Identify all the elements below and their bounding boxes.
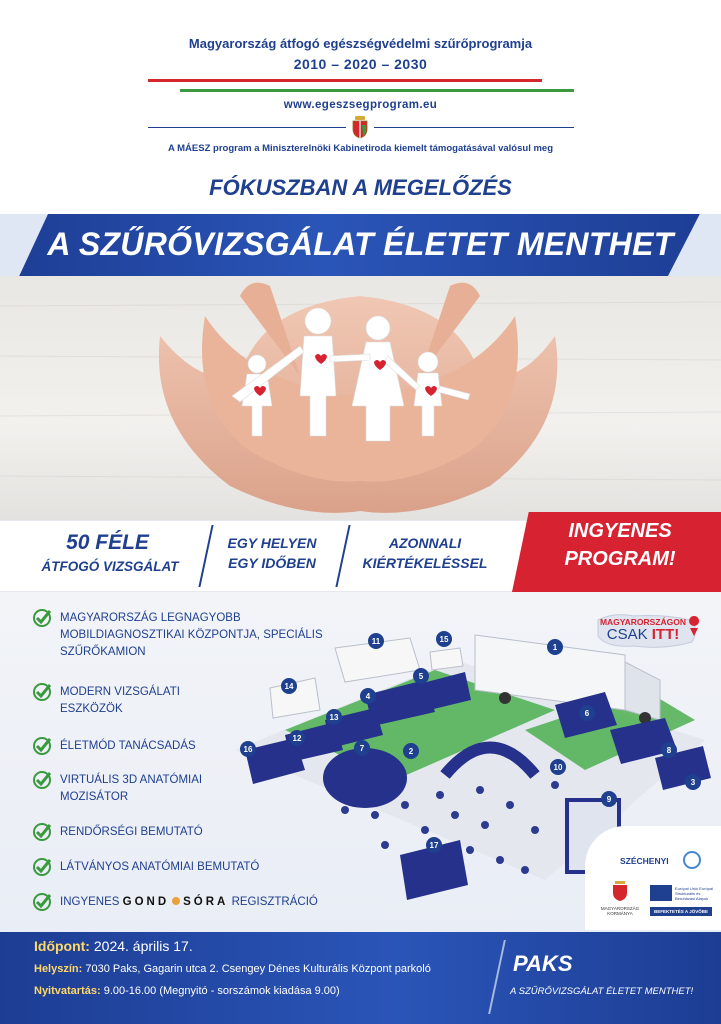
feature-eval-line1: AZONNALI (388, 535, 462, 551)
gondosora-logo-left: GOND (122, 896, 170, 908)
program-years: 2010 – 2020 – 2030 (293, 56, 428, 72)
svg-text:11: 11 (371, 637, 381, 646)
svg-text:17: 17 (429, 841, 439, 850)
program-url[interactable]: www.egeszsegprogram.eu (283, 99, 438, 111)
list-item-text: LÁTVÁNYOS ANATÓMIAI BEMUTATÓ (60, 861, 260, 873)
free-program-line2: PROGRAM! (564, 548, 676, 570)
footer-slogan: A SZŰRŐVIZSGÁLAT ÉLETET MENTHET! (510, 986, 694, 997)
svg-text:7: 7 (359, 744, 365, 753)
registration-suffix: REGISZTRÁCIÓ (231, 896, 318, 908)
free-program-line1: INGYENES (568, 520, 672, 542)
green-stripe (180, 89, 574, 92)
event-date: Időpont: 2024. április 17. (34, 938, 193, 954)
list-item-text: ÉLETMÓD TANÁCSADÁS (60, 740, 196, 752)
gov-label: MAGYARORSZÁG KORMÁNYA (600, 906, 640, 916)
gondosora-logo-right: SÓRA (183, 896, 229, 908)
gondosora-dot-icon (172, 897, 180, 905)
event-location: Helyszín: 7030 Paks, Gagarin utca 2. Csengey Dénes Kulturális Központ parkoló (34, 963, 431, 975)
list-item-text: MODERN VIZSGÁLATI ESZKÖZÖK (60, 686, 180, 715)
banner-headline: A SZŰRŐVIZSGÁLAT ÉLETET MENTHET (47, 226, 674, 262)
divider-right (374, 127, 574, 128)
header (0, 0, 721, 165)
red-stripe (148, 79, 542, 82)
svg-text:9: 9 (606, 795, 612, 804)
divider-left (148, 127, 346, 128)
szechenyi-logo: SZÉCHENYI (620, 856, 669, 866)
check-icon (32, 892, 52, 912)
event-hours: Nyitvatartás: 9.00-16.00 (Megnyitó - sorszámok kiadása 9.00) (34, 985, 340, 997)
check-icon (32, 682, 52, 702)
svg-text:8: 8 (666, 746, 672, 755)
feature-eval-line2: KIÉRTÉKELÉSSEL (362, 555, 488, 571)
svg-text:10: 10 (553, 763, 563, 772)
badge-line1: MAGYARORSZÁGON (599, 617, 687, 627)
check-icon (32, 822, 52, 842)
eu-flag-icon (650, 885, 672, 901)
svg-text:2: 2 (408, 747, 414, 756)
gov-coat-of-arms-icon (612, 880, 628, 902)
focus-title: FÓKUSZBAN A MEGELŐZÉS (209, 175, 512, 200)
check-icon (32, 857, 52, 877)
feature-place-line2: EGY IDŐBEN (228, 555, 316, 571)
svg-text:14: 14 (284, 682, 294, 691)
hands-family-illustration (0, 276, 721, 520)
coat-of-arms-icon (351, 115, 369, 139)
eu-slogan-bar: BEFEKTETÉS A JÖVŐBE (650, 907, 712, 916)
list-item-text: MAGYARORSZÁG LEGNAGYOBB MOBILDIAGNOSZTIKAI KÖZPONTJA, SPECIÁLIS SZŰRŐKAMION (60, 612, 323, 658)
svg-text:13: 13 (329, 713, 339, 722)
program-title: Magyarország átfogó egészségvédelmi szűrőprogramja (188, 36, 533, 51)
svg-text:3: 3 (690, 778, 696, 787)
feature-count: 50 FÉLE (66, 531, 149, 554)
svg-text:15: 15 (439, 635, 449, 644)
svg-text:1: 1 (552, 643, 558, 652)
svg-text:12: 12 (292, 734, 302, 743)
list-item-text: VIRTUÁLIS 3D ANATÓMIAI MOZISÁTOR (60, 774, 203, 803)
svg-text:16: 16 (243, 745, 253, 754)
check-icon (32, 736, 52, 756)
svg-text:6: 6 (584, 709, 590, 718)
list-item-text: RENDŐRSÉGI BEMUTATÓ (60, 826, 203, 838)
feature-count-label: ÁTFOGÓ VIZSGÁLAT (41, 559, 179, 574)
eu-text: Európai Unió Európai Strukturális és Beruházási Alapok (675, 886, 714, 901)
registration-prefix: INGYENES (60, 896, 120, 908)
hero-image (0, 276, 721, 520)
svg-text:4: 4 (365, 692, 371, 701)
svg-text:5: 5 (418, 672, 424, 681)
badge-line2: CSAK ITT! (606, 626, 680, 643)
check-icon (32, 770, 52, 790)
szechenyi-ring-icon (683, 851, 701, 869)
program-subtitle: A MÁESZ program a Miniszterelnöki Kabinetiroda kiemelt támogatásával valósul meg (167, 143, 554, 154)
check-icon (32, 608, 52, 628)
feature-place-line1: EGY HELYEN (227, 535, 317, 551)
event-city: PAKS (513, 951, 573, 976)
